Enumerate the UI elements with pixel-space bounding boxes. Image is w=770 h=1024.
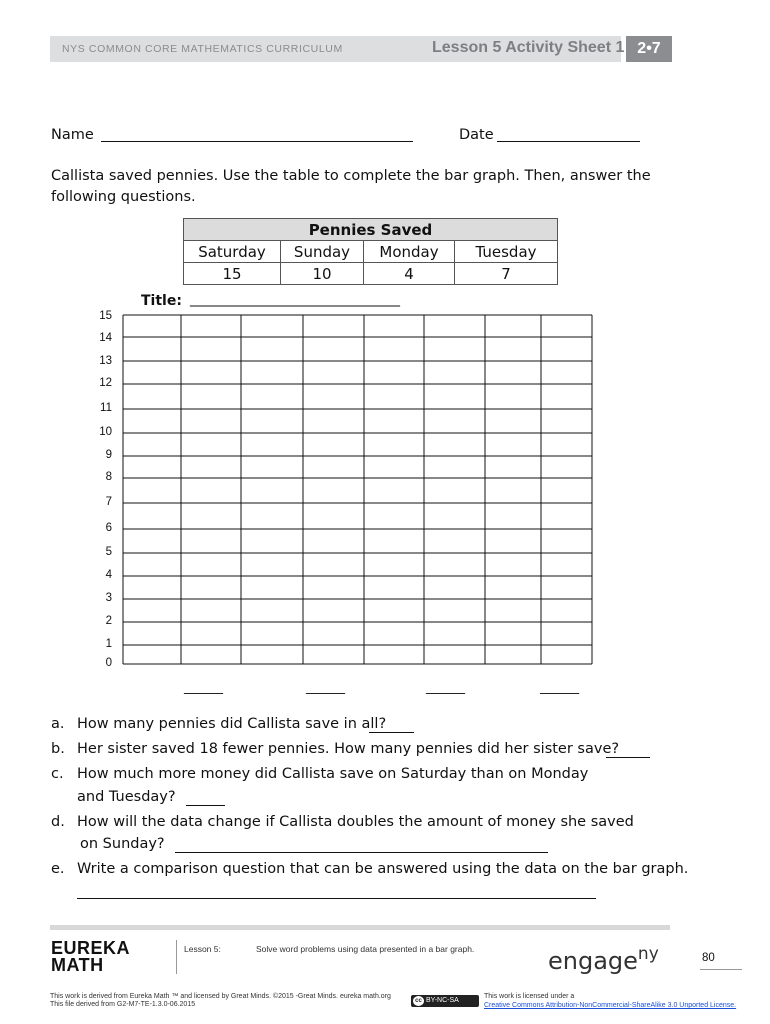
y-tick-label: 11 xyxy=(100,402,112,414)
date-label: Date xyxy=(459,127,494,143)
question-a-text: How many pennies did Callista save in all? xyxy=(77,716,387,732)
y-tick-label: 6 xyxy=(105,522,112,534)
question-d-letter: d. xyxy=(51,814,65,830)
instructions-line-2: following questions. xyxy=(51,189,196,205)
graph-title-label: Title: xyxy=(141,293,182,309)
question-c-text: How much more money did Callista save on Saturday than on Monday xyxy=(77,766,589,782)
answer-blank-b[interactable] xyxy=(606,757,650,758)
y-tick-label: 3 xyxy=(105,592,112,604)
question-e-text: Write a comparison question that can be answered using the data on the bar graph. xyxy=(77,861,689,877)
cc-badge-text: BY-NC-SA xyxy=(426,997,459,1004)
y-tick-label: 1 xyxy=(105,638,112,650)
table-header-sunday: Sunday xyxy=(281,241,364,263)
license-link[interactable]: Creative Commons Attribution-NonCommercial-ShareAlike 3.0 Unported License. xyxy=(484,1002,737,1009)
cc-license-badge xyxy=(411,995,479,1007)
y-tick-label: 10 xyxy=(99,426,112,438)
engageny-logo xyxy=(548,944,659,975)
footer-lesson-label: Lesson 5: xyxy=(184,944,221,954)
table-header-monday: Monday xyxy=(364,241,455,263)
grade-badge: 2•7 xyxy=(626,36,672,62)
question-c-text-2: and Tuesday? xyxy=(77,789,176,805)
table-header-saturday: Saturday xyxy=(184,241,281,263)
graph-title-blank[interactable]: ______________________________ xyxy=(190,291,400,307)
answer-blank-e[interactable] xyxy=(77,898,596,899)
table-cell-sunday: 10 xyxy=(281,263,364,285)
name-label: Name xyxy=(51,127,94,143)
cc-icon: cc xyxy=(413,996,424,1006)
curriculum-label: NYS COMMON CORE MATHEMATICS CURRICULUM xyxy=(62,43,343,55)
answer-blank-c[interactable] xyxy=(186,805,225,806)
x-axis-label-blank[interactable]: ______ xyxy=(306,680,345,695)
y-tick-label: 15 xyxy=(99,310,112,322)
table-title: Pennies Saved xyxy=(184,219,558,241)
table-cell-tuesday: 7 xyxy=(455,263,558,285)
table-cell-monday: 4 xyxy=(364,263,455,285)
logo-line-1: EUREKA xyxy=(51,938,131,958)
y-tick-label: 14 xyxy=(99,332,112,344)
answer-blank-d[interactable] xyxy=(175,852,548,853)
y-tick-label: 5 xyxy=(105,546,112,558)
license-text-1: This work is licensed under a xyxy=(484,993,575,1000)
table-cell-saturday: 15 xyxy=(184,263,281,285)
question-b-text: Her sister saved 18 fewer pennies. How many pennies did her sister save? xyxy=(77,741,620,757)
footer-divider xyxy=(50,925,670,930)
y-tick-label: 2 xyxy=(105,615,112,627)
instructions-line-1: Callista saved pennies. Use the table to complete the bar graph. Then, answer the xyxy=(51,168,651,184)
y-tick-label: 9 xyxy=(105,449,112,461)
answer-blank-a[interactable] xyxy=(369,732,414,733)
eureka-math-logo xyxy=(51,940,130,974)
y-tick-label: 0 xyxy=(105,657,112,669)
engage-ny-text: ny xyxy=(637,944,659,964)
lesson-title: Lesson 5 Activity Sheet 1 xyxy=(432,39,625,56)
y-tick-label: 4 xyxy=(105,569,112,581)
page-number: 80 xyxy=(702,952,715,964)
x-axis-label-blank[interactable]: ______ xyxy=(426,680,465,695)
footer-lesson-desc: Solve word problems using data presented in a bar graph. xyxy=(256,944,475,954)
y-tick-label: 12 xyxy=(99,377,112,389)
question-c-letter: c. xyxy=(51,766,64,782)
question-d-text: How will the data change if Callista doubles the amount of money she saved xyxy=(77,814,634,830)
y-tick-label: 8 xyxy=(105,471,112,483)
question-e-letter: e. xyxy=(51,861,65,877)
logo-line-2: MATH xyxy=(51,955,104,975)
footer-credit-1: This work is derived from Eureka Math ™ and licensed by Great Minds. ©2015 -Great Minds. eureka math.org xyxy=(50,993,391,1000)
engage-text: engage xyxy=(548,947,638,975)
footer-separator xyxy=(176,940,177,974)
footer-credit-2: This file derived from G2-M7-TE-1.3.0-06.2015 xyxy=(50,1001,196,1008)
question-b-letter: b. xyxy=(51,741,65,757)
question-d-text-2: on Sunday? xyxy=(80,836,165,852)
y-tick-label: 7 xyxy=(105,496,112,508)
x-axis-label-blank[interactable]: ______ xyxy=(540,680,579,695)
x-axis-label-blank[interactable]: ______ xyxy=(184,680,223,695)
page-number-rule xyxy=(700,969,742,970)
y-tick-label: 13 xyxy=(99,355,112,367)
table-header-tuesday: Tuesday xyxy=(455,241,558,263)
question-a-letter: a. xyxy=(51,716,65,732)
